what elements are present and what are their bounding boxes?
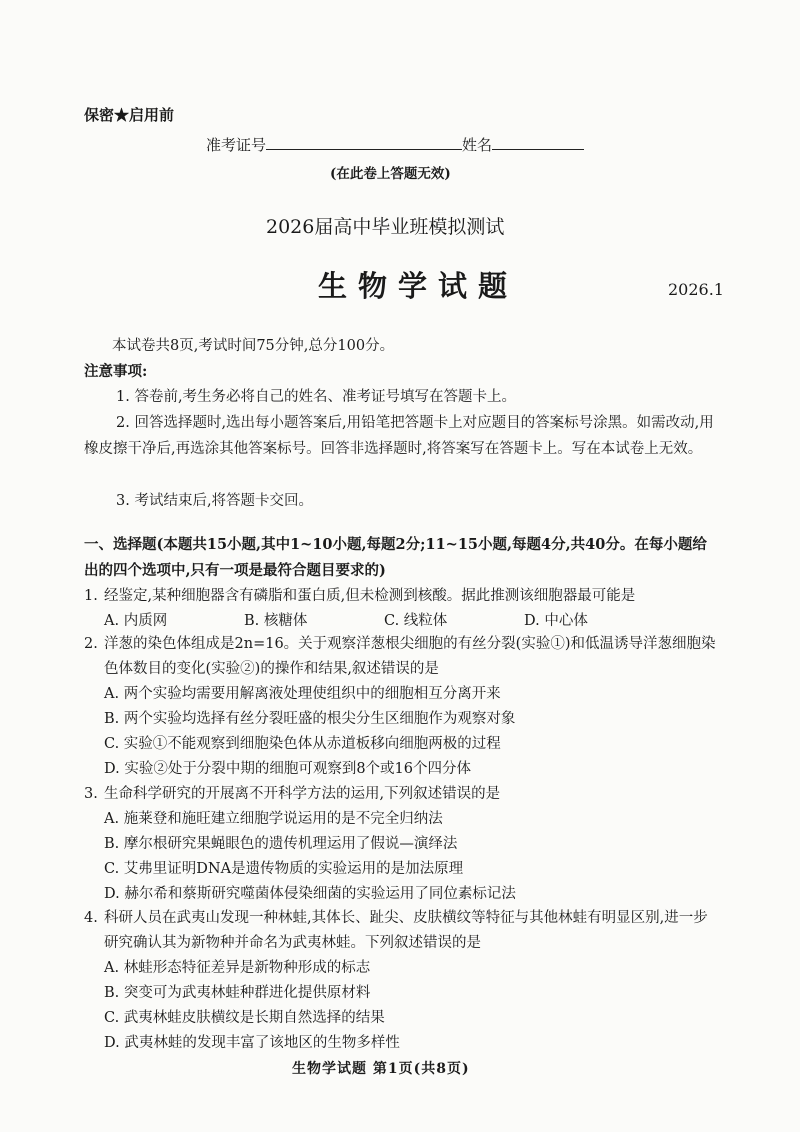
id-label: 准考证号 xyxy=(206,136,267,154)
option-c: C. 实验①不能观察到细胞染色体从赤道板移向细胞两极的过程 xyxy=(104,736,501,752)
option-c: C. 艾弗里证明DNA是遗传物质的实验运用的是加法原理 xyxy=(104,861,464,877)
question-stem xyxy=(84,632,716,682)
intro-text: 本试卷共8页,考试时间75分钟,总分100分。 xyxy=(112,338,395,354)
question-text: 生命科学研究的开展离不开科学方法的运用,下列叙述错误的是 xyxy=(104,786,501,802)
notice-heading: 注意事项: xyxy=(84,363,148,380)
option-a: A. 林蛙形态特征差异是新物种形成的标志 xyxy=(104,960,371,976)
question-2 xyxy=(84,632,716,782)
question-number: 2. xyxy=(84,636,98,652)
option-b: B. 摩尔根研究果蝇眼色的遗传机理运用了假说—演绎法 xyxy=(104,836,458,852)
option-d: D. 赫尔希和蔡斯研究噬菌体侵染细菌的实验运用了同位素标记法 xyxy=(104,886,516,902)
page-footer: 生物学试题 第1页(共8页) xyxy=(292,1061,470,1077)
section-title: 一、选择题(本题共15小题,其中1~10小题,每题2分;11~15小题,每题4分,共40分。在每小题给出的四个选项中,只有一项是最符合题目要求的) xyxy=(84,536,707,579)
exam-date: 2026.1 xyxy=(668,280,724,299)
question-stem xyxy=(84,906,716,956)
option-b: B. 突变可为武夷林蛙种群进化提供原材料 xyxy=(104,985,371,1001)
name-blank[interactable] xyxy=(492,135,584,150)
option-d: D. 中心体 xyxy=(524,613,588,629)
question-text: 洋葱的染色体组成是2n=16。关于观察洋葱根尖细胞的有丝分裂(实验①)和低温诱导洋葱细胞染色体数目的变化(实验②)的操作和结果,叙述错误的是 xyxy=(104,636,716,677)
id-blank[interactable] xyxy=(266,135,462,150)
option-b: B. 核糖体 xyxy=(244,613,308,629)
confidential-label: 保密★启用前 xyxy=(84,106,175,124)
question-text: 经鉴定,某种细胞器含有磷脂和蛋白质,但未检测到核酸。据此推测该细胞器最可能是 xyxy=(104,588,636,604)
option-b: B. 两个实验均选择有丝分裂旺盛的根尖分生区细胞作为观察对象 xyxy=(104,711,516,727)
question-number: 4. xyxy=(84,910,98,926)
candidate-info-line xyxy=(206,134,584,155)
option-d: D. 实验②处于分裂中期的细胞可观察到8个或16个四分体 xyxy=(104,761,472,777)
notice-item: 2. 回答选择题时,选出每小题答案后,用铅笔把答题卡上对应题目的答案标号涂黑。如需改动,用橡皮擦干净后,再选涂其他答案标号。回答非选择题时,将答案写在答题卡上。写在本试卷上无效。 xyxy=(84,415,714,457)
subject-title: 生物学试题 xyxy=(318,269,519,303)
option-d: D. 武夷林蛙的发现丰富了该地区的生物多样性 xyxy=(104,1035,400,1051)
question-stem xyxy=(84,584,716,609)
option-a: A. 内质网 xyxy=(104,613,168,629)
option-c: C. 武夷林蛙皮肤横纹是长期自然选择的结果 xyxy=(104,1010,385,1026)
option-a: A. 两个实验均需要用解离液处理使组织中的细胞相互分离开来 xyxy=(104,686,501,702)
question-3 xyxy=(84,782,716,907)
question-1 xyxy=(84,584,716,634)
question-number: 1. xyxy=(84,588,98,604)
option-a: A. 施莱登和施旺建立细胞学说运用的是不完全归纳法 xyxy=(104,811,443,827)
question-number: 3. xyxy=(84,786,98,802)
notice-item: 1. 答卷前,考生务必将自己的姓名、准考证号填写在答题卡上。 xyxy=(116,389,517,405)
question-4 xyxy=(84,906,716,1056)
name-label: 姓名 xyxy=(462,136,493,154)
exam-title: 2026届高中毕业班模拟测试 xyxy=(266,216,505,238)
invalid-note: (在此卷上答题无效) xyxy=(330,166,451,182)
option-c: C. 线粒体 xyxy=(384,613,448,629)
question-text: 科研人员在武夷山发现一种林蛙,其体长、趾尖、皮肤横纹等特征与其他林蛙有明显区别,进一步研究确认其为新物种并命名为武夷林蛙。下列叙述错误的是 xyxy=(104,910,708,951)
question-stem xyxy=(84,782,716,807)
notice-item: 3. 考试结束后,将答题卡交回。 xyxy=(116,493,314,509)
